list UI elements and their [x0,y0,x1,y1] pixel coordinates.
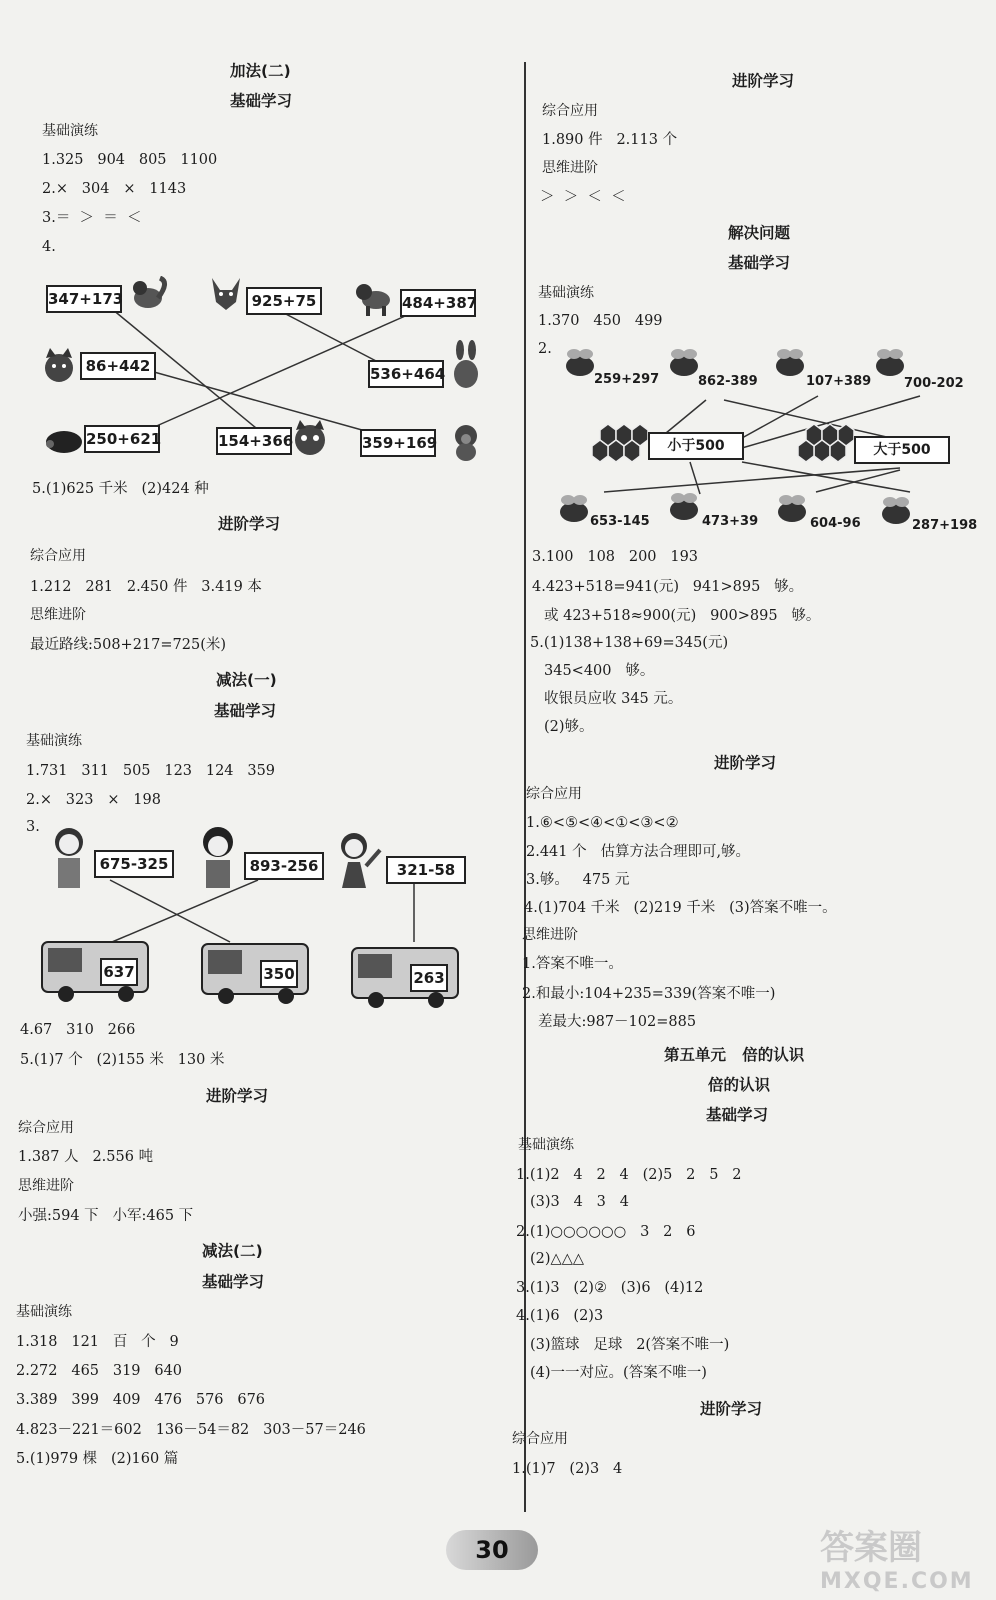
bee-icon [770,346,808,380]
answer-line: 2.441 个 估算方法合理即可,够。 [526,844,751,860]
subheading: 综合应用 [526,786,582,802]
answer-line: 1.387 人 2.556 吨 [18,1149,154,1165]
section-title: 减法(一) [216,671,277,689]
answer-line: 5.(1)138+138+69=345(元) [530,635,729,651]
bee-icon [772,492,810,526]
subheading: 思维进阶 [522,927,578,943]
expression-box: 347+173 [46,285,122,313]
bee-icon [876,494,914,528]
bee-icon [554,492,592,526]
answer-line: (3)3 4 3 4 [530,1194,629,1210]
bee-expression: 604-96 [810,516,861,531]
heading-basic: 基础学习 [706,1106,769,1124]
heading-basic: 基础学习 [728,254,791,272]
bee-expression: 653-145 [590,514,650,529]
subheading: 综合应用 [30,548,86,564]
watermark [820,1520,980,1594]
bee-expression: 259+297 [594,372,660,387]
answer-line: 4. [42,239,56,255]
answer-line: 3.100 108 200 193 [532,549,699,565]
bee-expression: 862-389 [698,374,758,389]
dog-icon [354,280,394,316]
subheading: 综合应用 [18,1120,74,1136]
answer-line: 收银员应收 345 元。 [544,691,683,707]
bee-icon [664,490,702,524]
answer-line: 1.答案不唯一。 [522,956,623,972]
heading-basic: 基础学习 [202,1273,265,1291]
bus-number: 637 [100,958,138,986]
subheading: 基础演练 [16,1304,72,1320]
watermark-url: MXQE.COM [820,1569,974,1594]
heading-basic: 基础学习 [230,92,293,110]
bee-icon [870,346,908,380]
answer-line: 1.(1)7 (2)3 4 [512,1461,623,1477]
bee-expression: 107+389 [806,374,872,389]
bus-number: 350 [260,960,298,988]
section-title: 加法(二) [230,62,291,80]
expression-box: 321-58 [386,856,466,884]
answer-line: 2. [538,341,552,357]
bee-icon [664,346,702,380]
boy-icon [196,824,240,888]
expression-box: 250+621 [84,425,160,453]
heading-advanced: 进阶学习 [206,1087,269,1105]
monkey-icon [448,422,484,462]
hedgehog-icon [44,426,84,454]
heading-advanced: 进阶学习 [714,754,777,772]
subheading: 综合应用 [542,103,598,119]
honeycomb-icon [590,418,652,470]
answer-line: 4.423+518=941(元) 941>895 够。 [532,579,804,595]
kitten-icon [290,420,330,460]
answer-line: 1.(1)2 4 2 4 (2)5 2 5 2 [516,1167,742,1183]
heading-advanced: 进阶学习 [218,515,281,533]
answer-line: 最近路线:508+217=725(米) [30,637,227,653]
section-title: 解决问题 [728,224,791,242]
answer-line: ＞ ＞ ＜ ＜ [540,189,626,205]
answer-line: 小强:594 下 小军:465 下 [18,1208,194,1224]
bee-icon [560,346,598,380]
watermark-text: 答案圈 [820,1528,922,1568]
squirrel-icon [130,276,170,312]
answer-line: 2.(1)○○○○○○ 3 2 6 [516,1224,696,1240]
expression-box: 484+387 [400,289,476,317]
unit-title: 第五单元 倍的认识 [664,1046,805,1064]
heading-advanced: 进阶学习 [700,1400,763,1418]
subheading: 思维进阶 [18,1178,74,1194]
answer-line: 或 423+518≈900(元) 900>895 够。 [544,608,821,624]
answer-line: 5.(1)979 棵 (2)160 篇 [16,1451,179,1467]
answer-line: 4.(1)704 千米 (2)219 千米 (3)答案不唯一。 [524,900,837,916]
answer-line: 1.731 311 505 123 124 359 [26,763,276,779]
expression-box: 359+169 [360,429,436,457]
answer-line: 1.370 450 499 [538,313,663,329]
fox-icon [206,276,246,314]
answer-line: 5.(1)625 千米 (2)424 种 [32,481,209,497]
answer-line: 2.× 323 × 198 [26,792,161,808]
expression-box: 675-325 [94,850,174,878]
answer-line: 4.67 310 266 [20,1022,136,1038]
subheading: 思维进阶 [30,607,86,623]
bee-expression: 473+39 [702,514,759,529]
expression-box: 536+464 [368,360,444,388]
answer-line: 1.318 121 百 个 9 [16,1334,179,1350]
heading-basic: 基础学习 [214,702,277,720]
expression-box: 925+75 [246,287,322,315]
answer-line: 1.212 281 2.450 件 3.419 本 [30,579,262,595]
section-title: 倍的认识 [708,1076,771,1094]
answer-line: 1.890 件 2.113 个 [542,132,678,148]
subheading: 基础演练 [518,1137,574,1153]
expression-box: 86+442 [80,352,156,380]
cat-icon [38,346,80,388]
subheading: 基础演练 [42,123,98,139]
girl-waving-icon [332,828,384,892]
section-title: 减法(二) [202,1242,263,1260]
answer-line: 5.(1)7 个 (2)155 米 130 米 [20,1052,225,1068]
rabbit-icon [448,340,484,390]
answer-line: 1.325 904 805 1100 [42,152,218,168]
subheading: 思维进阶 [542,160,598,176]
answer-line: (2)够。 [544,719,594,735]
bee-expression: 287+198 [912,518,978,533]
answer-line: 3. [26,819,40,835]
answer-line: (2)△△△ [530,1251,584,1267]
answer-line: 3.＝ ＞ ＝ ＜ [42,210,142,226]
expression-box: 154+366 [216,427,292,455]
bus-number: 263 [410,964,448,992]
bee-expression: 700-202 [904,376,964,391]
category-box: 小于500 [648,432,744,460]
answer-line: 差最大:987－102=885 [538,1014,697,1030]
subheading: 综合应用 [512,1431,568,1447]
page-number: 30 [446,1530,538,1570]
category-box: 大于500 [854,436,950,464]
heading-advanced: 进阶学习 [732,72,795,90]
answer-line: 2.272 465 319 640 [16,1363,183,1379]
subheading: 基础演练 [26,733,82,749]
answer-line: 4.823－221＝602 136－54＝82 303－57＝246 [16,1422,366,1438]
honeycomb-icon [796,418,858,470]
answer-line: 3.389 399 409 476 576 676 [16,1392,266,1408]
expression-box: 893-256 [244,852,324,880]
answer-line: 3.(1)3 (2)② (3)6 (4)12 [516,1280,704,1296]
answer-line: 3.够。 475 元 [526,872,630,888]
answer-line: 1.⑥<⑤<④<①<③<② [526,815,679,831]
answer-line: 345<400 够。 [544,663,655,679]
answer-line: (4)一一对应。(答案不唯一) [530,1365,707,1381]
answer-line: 2.和最小:104+235=339(答案不唯一) [522,986,776,1002]
answer-line: 4.(1)6 (2)3 [516,1308,604,1324]
answer-line: (3)篮球 足球 2(答案不唯一) [530,1337,730,1353]
subheading: 基础演练 [538,285,594,301]
answer-line: 2.× 304 × 1143 [42,181,187,197]
girl-icon [46,824,92,890]
